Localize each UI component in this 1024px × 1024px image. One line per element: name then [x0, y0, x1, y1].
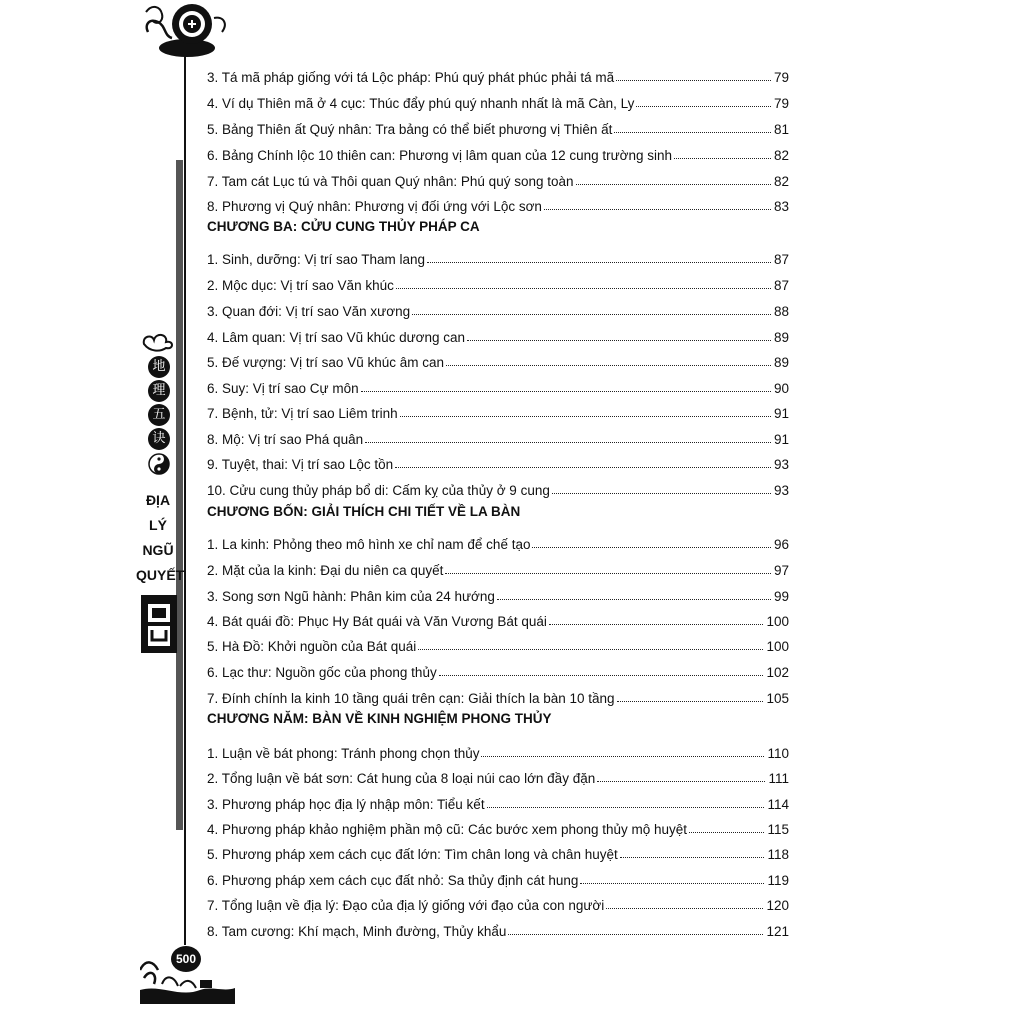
- side-title-line: LÝ: [149, 517, 167, 533]
- toc-entry-title: 6. Bảng Chính lộc 10 thiên can: Phương vị lâm quan của 12 cung trường sinh: [207, 148, 673, 163]
- toc-entry: [207, 582, 789, 604]
- dot-leader: [481, 756, 764, 757]
- toc-entry-page: 100: [766, 614, 789, 629]
- toc-entry-page: 93: [773, 483, 789, 498]
- toc-entry: [207, 815, 789, 837]
- toc-entry-title: 8. Mộ: Vị trí sao Phá quân: [207, 432, 364, 447]
- toc-entry-title: 4. Phương pháp khảo nghiệm phần mộ cũ: Các bước xem phong thủy mộ huyệt: [207, 822, 688, 837]
- dot-leader: [614, 132, 771, 133]
- toc-entry-title: 6. Phương pháp xem cách cục đất nhỏ: Sa thủy định cát hung: [207, 873, 579, 888]
- toc-entry: [207, 63, 789, 85]
- dot-leader: [439, 675, 764, 676]
- dot-leader: [427, 262, 771, 263]
- toc-entry-title: 10. Cửu cung thủy pháp bổ di: Cấm kỵ của thủy ở 9 cung: [207, 483, 550, 498]
- toc-entry-title: 5. Đế vượng: Vị trí sao Vũ khúc âm can: [207, 355, 444, 370]
- toc-entry: [207, 866, 789, 888]
- toc-entry-title: 5. Bảng Thiên ất Quý nhân: Tra bảng có thể biết phương vị Thiên ất: [207, 122, 613, 137]
- toc-entry-title: 5. Phương pháp xem cách cục đất lớn: Tìm chân long và chân huyệt: [207, 847, 618, 862]
- margin-line: [184, 40, 186, 945]
- dot-leader: [617, 701, 764, 702]
- toc-entry-title: 1. Sinh, dưỡng: Vị trí sao Tham lang: [207, 252, 426, 267]
- seal-char-1: 地: [148, 356, 170, 378]
- toc-entry-page: 81: [773, 122, 789, 137]
- toc-entry-page: 118: [767, 847, 789, 862]
- dot-leader: [412, 314, 771, 315]
- toc-entry-title: 6. Suy: Vị trí sao Cự môn: [207, 381, 359, 396]
- toc-entry: [207, 917, 789, 939]
- dot-leader: [674, 158, 771, 159]
- toc-entry-page: 119: [767, 873, 789, 888]
- toc-entry-page: 99: [773, 589, 789, 604]
- toc-entry-page: 79: [773, 96, 789, 111]
- toc-entry-page: 89: [773, 355, 789, 370]
- toc-entry-page: 115: [767, 822, 789, 837]
- toc-entry: [207, 658, 789, 680]
- toc-entry-page: 88: [773, 304, 789, 319]
- toc-entry-title: 3. Quan đới: Vị trí sao Văn xương: [207, 304, 411, 319]
- dot-leader: [689, 832, 764, 833]
- toc-entry-title: 5. Hà Đồ: Khởi nguồn của Bát quái: [207, 639, 417, 654]
- toc-entry-title: 7. Tổng luận về địa lý: Đạo của địa lý giống với đạo của con người: [207, 898, 605, 913]
- toc-entry-page: 120: [766, 898, 789, 913]
- dot-leader: [487, 807, 765, 808]
- toc-entry-title: 8. Phương vị Quý nhân: Phương vị đối ứng với Lộc sơn: [207, 199, 542, 214]
- toc-entry-page: 82: [773, 148, 789, 163]
- top-ornament-icon: [142, 2, 232, 60]
- cloud-ornament-icon: [140, 330, 176, 352]
- side-title-line: QUYẾT: [136, 567, 185, 583]
- toc-entry: [207, 348, 789, 370]
- toc-entry-page: 87: [773, 278, 789, 293]
- seal-char-4: 诀: [148, 428, 170, 450]
- toc-entry: [207, 476, 789, 498]
- toc-entry-page: 96: [773, 537, 789, 552]
- dot-leader: [552, 493, 771, 494]
- dot-leader: [576, 184, 771, 185]
- dot-leader: [361, 391, 771, 392]
- toc-entry-page: 100: [766, 639, 789, 654]
- toc-entry: [207, 684, 789, 706]
- toc-entry: [207, 192, 789, 214]
- toc-entry-title: 7. Bệnh, tử: Vị trí sao Liêm trinh: [207, 406, 398, 421]
- dot-leader: [418, 649, 763, 650]
- toc-entry-page: 105: [766, 691, 789, 706]
- side-title-line: NGŨ: [142, 542, 174, 558]
- toc-entry-page: 97: [773, 563, 789, 578]
- dot-leader: [544, 209, 771, 210]
- dot-leader: [396, 288, 771, 289]
- toc-entry-title: 7. Đính chính la kinh 10 tầng quái trên cạn: Giải thích la bàn 10 tầng: [207, 691, 615, 706]
- toc-entry-title: 4. Bát quái đồ: Phục Hy Bát quái và Văn Vương Bát quái: [207, 614, 547, 629]
- toc-entry: [207, 530, 789, 552]
- dot-leader: [497, 599, 771, 600]
- toc-entry: [207, 632, 789, 654]
- dot-leader: [532, 547, 771, 548]
- toc-entry: [207, 764, 789, 786]
- dot-leader: [508, 934, 763, 935]
- toc-entry-title: 2. Mặt của la kinh: Đại du niên ca quyết: [207, 563, 444, 578]
- toc-entry: [207, 167, 789, 189]
- dot-leader: [636, 106, 771, 107]
- dot-leader: [446, 365, 771, 366]
- toc-entry: [207, 790, 789, 812]
- toc-entry-page: 111: [768, 771, 789, 786]
- toc-entry-page: 87: [773, 252, 789, 267]
- dot-leader: [597, 781, 765, 782]
- toc-entry: [207, 115, 789, 137]
- toc-entry: [207, 323, 789, 345]
- toc-entry-page: 83: [773, 199, 789, 214]
- dot-leader: [549, 624, 764, 625]
- toc-entry-title: 7. Tam cát Lục tú và Thôi quan Quý nhân: Phú quý song toàn: [207, 174, 574, 189]
- toc-entry-title: 3. Phương pháp học địa lý nhập môn: Tiểu kết: [207, 797, 485, 812]
- toc-entry: [207, 840, 789, 862]
- toc-entry-title: 8. Tam cương: Khí mạch, Minh đường, Thủy khẩu: [207, 924, 507, 939]
- toc-entry: [207, 739, 789, 761]
- toc-entry-title: 2. Mộc dục: Vị trí sao Văn khúc: [207, 278, 394, 293]
- toc-entry-page: 121: [766, 924, 789, 939]
- toc-entry: [207, 450, 789, 472]
- toc-entry: [207, 374, 789, 396]
- toc-entry-title: 1. Luận về bát phong: Tránh phong chọn thủy: [207, 746, 480, 761]
- dot-leader: [467, 340, 771, 341]
- toc-entry-title: 3. Song sơn Ngũ hành: Phân kim của 24 hướng: [207, 589, 495, 604]
- toc-entry-title: 4. Lâm quan: Vị trí sao Vũ khúc dương can: [207, 330, 466, 345]
- toc-entry-title: 2. Tổng luận về bát sơn: Cát hung của 8 loại núi cao lớn đầy đặn: [207, 771, 596, 786]
- dot-leader: [620, 857, 765, 858]
- toc-entry-page: 91: [773, 432, 789, 447]
- dot-leader: [400, 416, 771, 417]
- toc-entry: [207, 399, 789, 421]
- toc-entry-title: 3. Tá mã pháp giống với tá Lộc pháp: Phú quý phát phúc phải tá mã: [207, 70, 615, 85]
- page-number: 500: [171, 946, 201, 972]
- toc-entry-page: 93: [773, 457, 789, 472]
- dot-leader: [395, 467, 771, 468]
- toc-entry: [207, 141, 789, 163]
- toc-entry-title: 4. Ví dụ Thiên mã ở 4 cục: Thúc đẩy phú quý nhanh nhất là mã Càn, Ly: [207, 96, 635, 111]
- toc-entry-title: 9. Tuyệt, thai: Vị trí sao Lộc tồn: [207, 457, 394, 472]
- dot-leader: [580, 883, 764, 884]
- dot-leader: [445, 573, 771, 574]
- chapter-heading: CHƯƠNG BỐN: GIẢI THÍCH CHI TIẾT VỀ LA BÀN: [207, 504, 521, 519]
- toc-entry: [207, 891, 789, 913]
- side-book-title: [136, 488, 185, 588]
- toc-entry-page: 110: [767, 746, 789, 761]
- toc-entry-page: 91: [773, 406, 789, 421]
- toc-entry: [207, 607, 789, 629]
- yin-yang-icon: [148, 453, 170, 475]
- toc-entry: [207, 245, 789, 267]
- seal-char-2: 理: [148, 380, 170, 402]
- side-title-line: ĐỊA: [145, 492, 171, 508]
- chapter-heading: CHƯƠNG BA: CỬU CUNG THỦY PHÁP CA: [207, 219, 480, 234]
- chapter-badge-icon: [140, 592, 178, 656]
- toc-entry-page: 82: [773, 174, 789, 189]
- toc-entry: [207, 297, 789, 319]
- toc-entry-title: 6. Lạc thư: Nguồn gốc của phong thủy: [207, 665, 437, 680]
- toc-entry: [207, 89, 789, 111]
- toc-entry-title: 1. La kinh: Phỏng theo mô hình xe chỉ nam để chế tạo: [207, 537, 531, 552]
- dot-leader: [616, 80, 771, 81]
- dot-leader: [606, 908, 763, 909]
- toc-entry-page: 90: [773, 381, 789, 396]
- toc-entry-page: 102: [766, 665, 789, 680]
- toc-entry-page: 89: [773, 330, 789, 345]
- dot-leader: [365, 442, 771, 443]
- chapter-heading: CHƯƠNG NĂM: BÀN VỀ KINH NGHIỆM PHONG THỦY: [207, 711, 552, 726]
- toc-entry: [207, 556, 789, 578]
- toc-entry: [207, 425, 789, 447]
- toc-entry-page: 79: [773, 70, 789, 85]
- toc-entry-page: 114: [767, 797, 789, 812]
- seal-char-3: 五: [148, 404, 170, 426]
- toc-entry: [207, 271, 789, 293]
